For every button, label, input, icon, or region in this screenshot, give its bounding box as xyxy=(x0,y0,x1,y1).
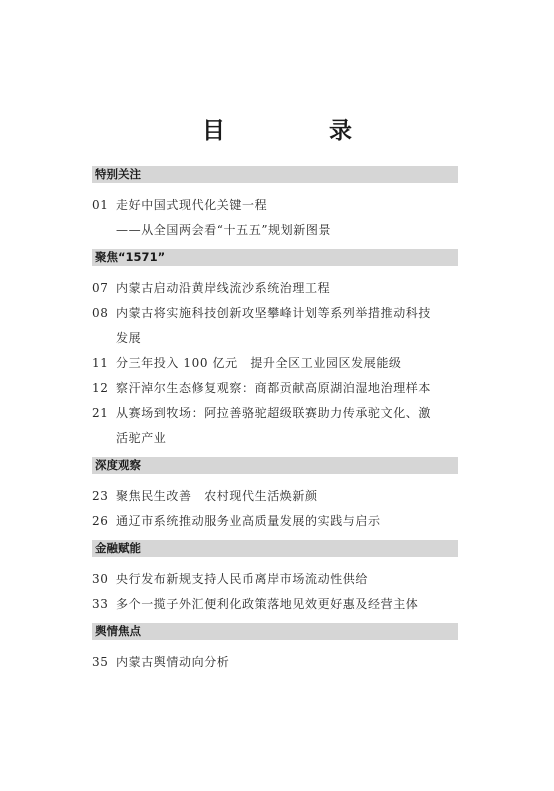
entry-title: 察汗淖尔生态修复观察：商都贡献高原湖泊湿地治理样本 xyxy=(116,381,432,395)
page-title: 目 录 xyxy=(201,117,400,144)
entry-title: 多个一揽子外汇便利化政策落地见效更好惠及经营主体 xyxy=(116,597,419,611)
toc-entry[interactable] xyxy=(92,276,458,301)
entry-title-continuation: 发展 xyxy=(116,331,142,345)
table-of-contents xyxy=(92,166,458,675)
entry-title: 分三年投入 100 亿元 提升全区工业园区发展能级 xyxy=(116,356,402,370)
entry-title: 聚焦民生改善 农村现代生活焕新颜 xyxy=(116,489,318,503)
page-number: 23 xyxy=(92,489,109,503)
entry-title: 内蒙古将实施科技创新攻坚攀峰计划等系列举措推动科技 xyxy=(116,306,432,320)
entry-title: 从赛场到牧场：阿拉善骆驼超级联赛助力传承驼文化、激 xyxy=(116,406,432,420)
page-number: 33 xyxy=(92,597,109,611)
page-number: 35 xyxy=(92,655,109,669)
section-header-special-focus: 特别关注 xyxy=(92,166,458,183)
toc-entry[interactable] xyxy=(92,401,458,426)
entry-title: ——从全国两会看“十五五”规划新图景 xyxy=(116,223,332,237)
toc-entry[interactable] xyxy=(92,484,458,509)
page-number: 21 xyxy=(92,406,109,420)
toc-entry[interactable] xyxy=(92,351,458,376)
toc-entry[interactable] xyxy=(92,301,458,326)
toc-entry[interactable] xyxy=(92,193,458,218)
page-number xyxy=(92,218,116,243)
page-number: 07 xyxy=(92,281,109,295)
toc-entry-continuation[interactable] xyxy=(92,326,458,351)
section-header-public-opinion: 舆情焦点 xyxy=(92,623,458,640)
toc-entry[interactable] xyxy=(92,376,458,401)
page-number: 01 xyxy=(92,198,109,212)
page-number: 30 xyxy=(92,572,109,586)
page-number: 11 xyxy=(92,356,109,370)
toc-entry-subtitle[interactable] xyxy=(92,218,458,243)
entry-title-continuation: 活驼产业 xyxy=(116,431,167,445)
toc-entry-continuation[interactable] xyxy=(92,426,458,451)
entry-title: 央行发布新规支持人民币离岸市场流动性供给 xyxy=(116,572,369,586)
entry-title: 走好中国式现代化关键一程 xyxy=(116,198,268,212)
page-number: 12 xyxy=(92,381,109,395)
section-header-in-depth: 深度观察 xyxy=(92,457,458,474)
entry-title: 通辽市系统推动服务业高质量发展的实践与启示 xyxy=(116,514,381,528)
toc-entry[interactable] xyxy=(92,650,458,675)
toc-entry[interactable] xyxy=(92,509,458,534)
toc-entry[interactable] xyxy=(92,567,458,592)
toc-entry[interactable] xyxy=(92,592,458,617)
page-number: 08 xyxy=(92,306,109,320)
page-number: 26 xyxy=(92,514,109,528)
entry-title: 内蒙古启动沿黄岸线流沙系统治理工程 xyxy=(116,281,331,295)
section-header-focus-1571: 聚焦“1571” xyxy=(92,249,458,266)
section-header-finance: 金融赋能 xyxy=(92,540,458,557)
entry-title: 内蒙古舆情动向分析 xyxy=(116,655,230,669)
